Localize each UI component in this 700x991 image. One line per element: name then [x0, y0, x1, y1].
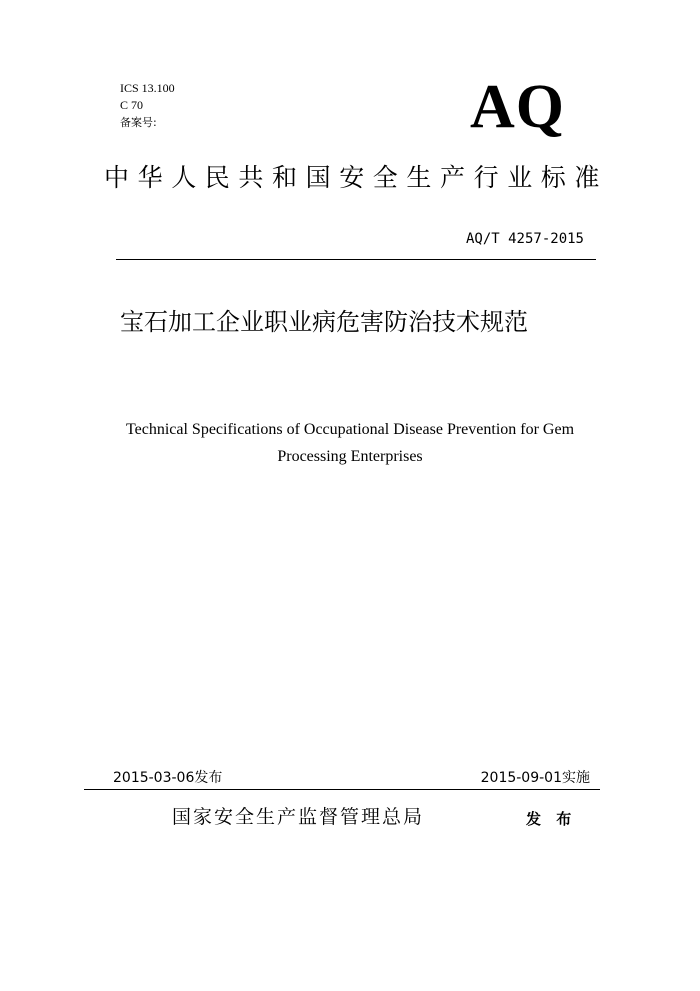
top-divider [116, 259, 596, 260]
standard-type-heading: 中华人民共和国安全生产行业标准 [104, 163, 609, 192]
ccs-code: C 70 [120, 98, 144, 112]
implementation-date: 2015-09-01实施 [480, 770, 590, 786]
filing-number-label: 备案号: [120, 116, 157, 129]
issue-date: 2015-03-06发布 [113, 770, 223, 786]
document-title-english [100, 416, 600, 470]
bottom-divider [84, 789, 600, 790]
ics-code: ICS 13.100 [120, 81, 175, 95]
publisher-name: 国家安全生产监督管理总局 [172, 806, 425, 828]
document-title-chinese: 宝石加工企业职业病危害防治技术规范 [120, 308, 528, 336]
aq-logo: AQ [470, 73, 565, 141]
standard-number: AQ/T 4257-2015 [465, 231, 584, 247]
publish-label: 发 布 [526, 810, 577, 828]
english-title-line-2: Processing Enterprises [277, 448, 423, 465]
english-title-line-1: Technical Specifications of Occupational Disease Prevention for Gem [125, 421, 575, 438]
